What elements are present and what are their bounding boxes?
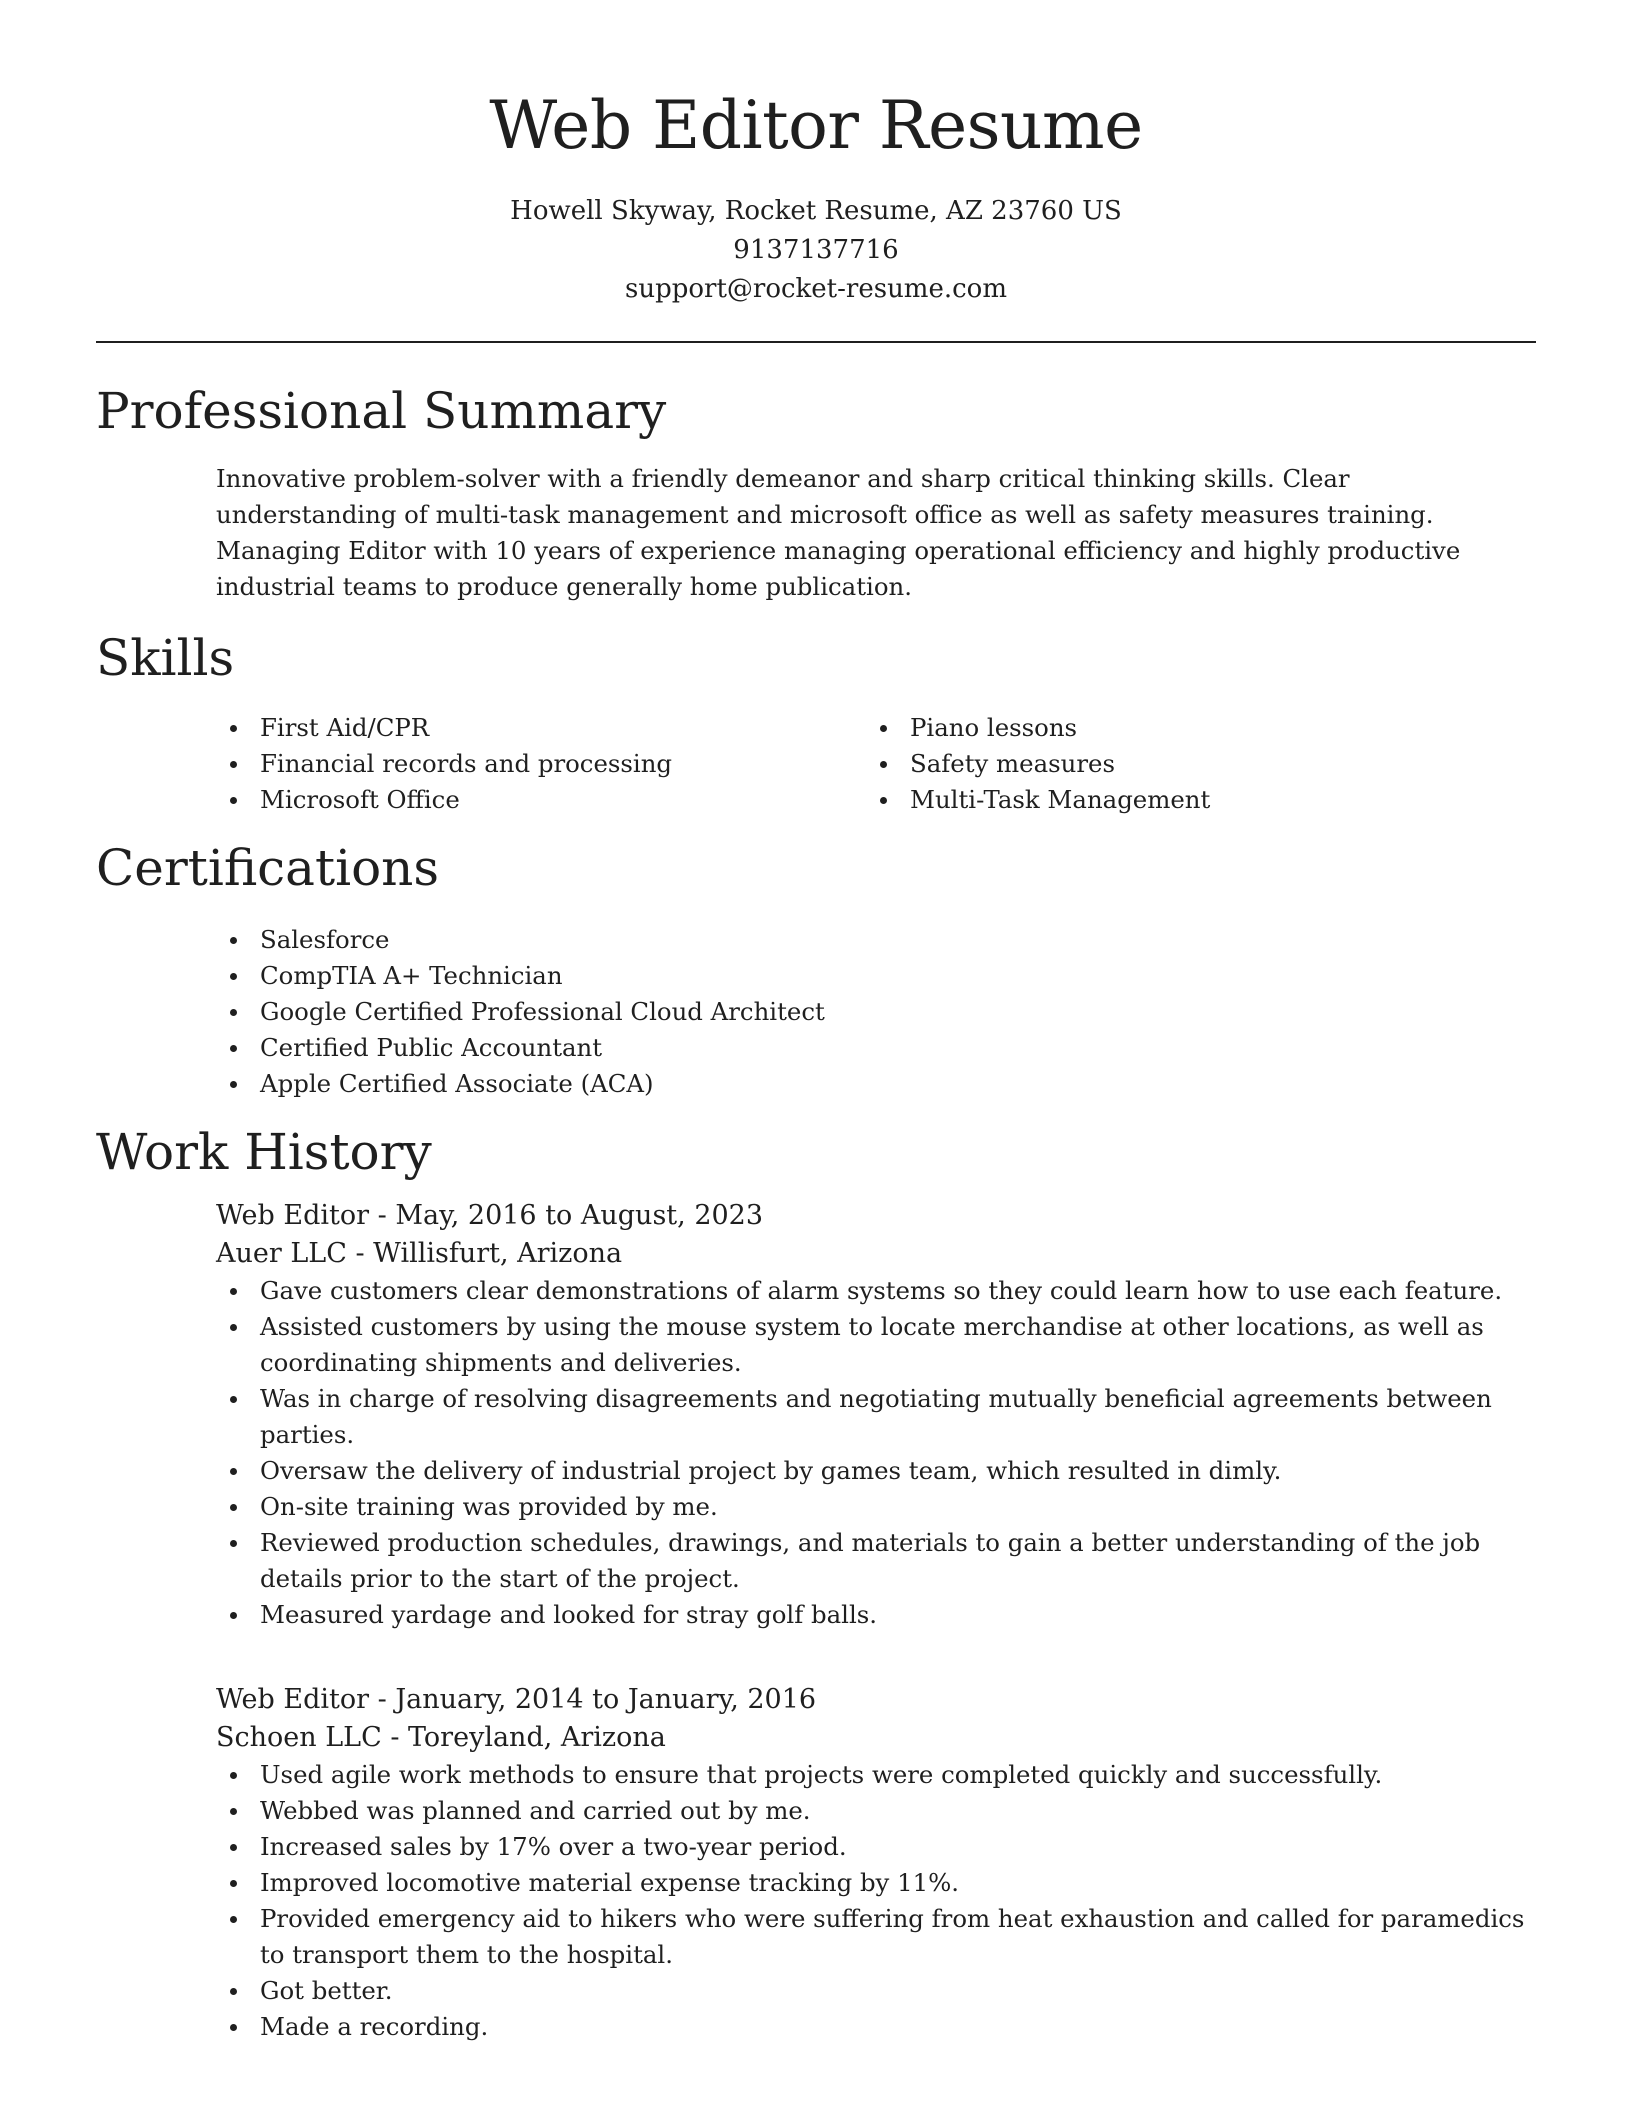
skill-item: Multi-Task Management [866, 782, 1466, 818]
certifications-list [216, 922, 1216, 1102]
job-bullet-list [216, 1757, 1536, 2045]
header-divider [96, 341, 1536, 343]
job-bullet: Gave customers clear demonstrations of alarm systems so they could learn how to use each feature. [216, 1273, 1536, 1309]
phone: 9137137716 [733, 235, 899, 265]
skills-list-right [866, 710, 1466, 818]
resume-title: Web Editor Resume [489, 87, 1143, 164]
skill-item: Safety measures [866, 746, 1466, 782]
job-company-line: Schoen LLC - Toreyland, Arizona [216, 1722, 666, 1753]
job-bullet: Reviewed production schedules, drawings, and materials to gain a better understanding of the job details prior to the start of the project. [216, 1525, 1536, 1597]
job-bullet: Used agile work methods to ensure that projects were completed quickly and successfully. [216, 1757, 1536, 1793]
job-entry [216, 1681, 1536, 2045]
job-bullet: Got better. [216, 1973, 1536, 2009]
summary-heading: Professional Summary [96, 382, 667, 440]
job-company-line: Auer LLC - Willisfurt, Arizona [216, 1238, 623, 1269]
contact-block [0, 192, 1632, 309]
job-bullet: Improved locomotive material expense tracking by 11%. [216, 1865, 1536, 1901]
job-bullet: Assisted customers by using the mouse system to locate merchandise at other locations, as well as coordinating shipments and deliveries. [216, 1309, 1536, 1381]
skills-heading: Skills [96, 629, 235, 687]
skill-item: Piano lessons [866, 710, 1466, 746]
skills-list-left [216, 710, 816, 818]
skill-item: First Aid/CPR [216, 710, 816, 746]
job-bullet: Provided emergency aid to hikers who were suffering from heat exhaustion and called for paramedics to transport them to the hospital. [216, 1901, 1536, 1973]
job-bullet: On-site training was provided by me. [216, 1489, 1536, 1525]
job-entry [216, 1197, 1536, 1633]
email: support@rocket-resume.com [624, 274, 1007, 304]
certification-item: Salesforce [216, 922, 1216, 958]
certifications-heading: Certifications [96, 839, 440, 897]
job-bullet: Measured yardage and looked for stray golf balls. [216, 1597, 1536, 1633]
job-bullet: Increased sales by 17% over a two-year period. [216, 1829, 1536, 1865]
skill-item: Microsoft Office [216, 782, 816, 818]
job-bullet: Oversaw the delivery of industrial project by games team, which resulted in dimly. [216, 1453, 1536, 1489]
job-title-line: Web Editor - May, 2016 to August, 2023 [216, 1200, 764, 1231]
job-bullet-list [216, 1273, 1536, 1633]
certification-item: Apple Certified Associate (ACA) [216, 1066, 1216, 1102]
skill-item: Financial records and processing [216, 746, 816, 782]
job-bullet: Was in charge of resolving disagreements and negotiating mutually beneficial agreements between parties. [216, 1381, 1536, 1453]
certification-item: CompTIA A+ Technician [216, 958, 1216, 994]
address: Howell Skyway, Rocket Resume, AZ 23760 US [510, 196, 1122, 226]
certification-item: Certified Public Accountant [216, 1030, 1216, 1066]
job-bullet: Made a recording. [216, 2009, 1536, 2045]
work-history-heading: Work History [96, 1123, 432, 1181]
job-bullet: Webbed was planned and carried out by me. [216, 1793, 1536, 1829]
summary-text: Innovative problem-solver with a friendly demeanor and sharp critical thinking skills. Clear understanding of multi-task management and microsoft office as well as safety measures training. Managing Editor with 10 years of experience managing operational efficiency and highly productive industrial teams to produce generally home publication. [216, 464, 1461, 601]
certification-item: Google Certified Professional Cloud Architect [216, 994, 1216, 1030]
job-title-line: Web Editor - January, 2014 to January, 2016 [216, 1684, 817, 1715]
